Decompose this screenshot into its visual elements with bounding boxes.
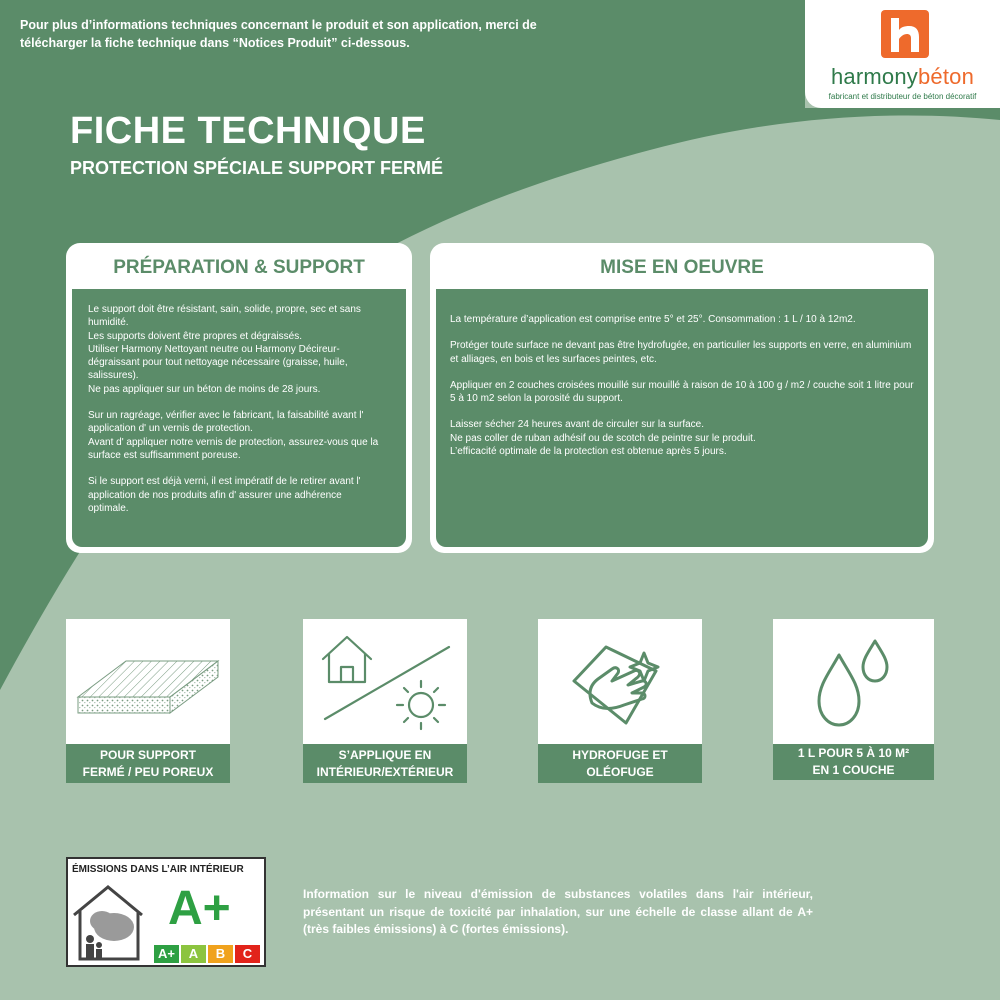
brand-tagline: fabricant et distributeur de béton décoratif [828,92,977,101]
emission-title: ÉMISSIONS DANS L’AIR INTÉRIEUR [72,864,244,875]
logo-h-icon [881,10,929,58]
application-body [436,289,928,547]
brand-logo [805,0,1000,108]
house-cloud-icon [68,879,156,963]
emission-label [66,857,266,967]
brand-name-part2: béton [917,64,975,89]
brand-name [805,64,1000,90]
grade-b: B [208,945,233,963]
application-paragraph: Protéger toute surface ne devant pas être hydrofugée, en particulier les supports en verre, en aluminium et alliages, en bois et les surfaces peintes, etc. [450,340,912,365]
preparation-heading: PRÉPARATION & SUPPORT [113,257,365,278]
grade-a: A [181,945,206,963]
concrete-slab-icon [66,619,230,744]
preparation-paragraph: Si le support est déjà verni, il est impératif de le retirer avant l' application de nos produits afin d' assurer une adhérence optimale. [88,476,361,514]
emission-info: Information sur le niveau d'émission de substances volatiles dans l'air intérieur, présentant un risque de toxicité par inhalation, sur une échelle de classe allant de A+ (très faibles émissions) à C (fortes émissions). [303,887,813,936]
page-subtitle: PROTECTION SPÉCIALE SUPPORT FERMÉ [70,158,444,178]
emission-rating: A+ [168,882,231,935]
application-paragraph: Appliquer en 2 couches croisées mouillé sur mouillé à raison de 10 à 100 g / m2 / couche soit 1 litre pour 5 à 10 m2 selon la porosité du support. [450,379,914,405]
preparation-panel [66,243,412,553]
preparation-body [72,289,406,547]
application-panel [430,243,934,553]
water-drops-icon [773,619,934,744]
page-title: FICHE TECHNIQUE [70,110,426,152]
feature-indoor-outdoor [303,619,467,783]
feature-label: S’APPLIQUE EN INTÉRIEUR/EXTÉRIEUR [303,744,467,783]
grade-a-plus: A+ [154,945,179,963]
feature-label: HYDROFUGE ET OLÉOFUGE [538,744,702,783]
grade-c: C [235,945,260,963]
house-sun-icon [303,619,467,744]
feature-label: 1 L POUR 5 À 10 M² EN 1 COUCHE [773,744,934,780]
application-heading: MISE EN OEUVRE [600,257,764,278]
preparation-paragraph: Sur un ragréage, vérifier avec le fabricant, la faisabilité avant l' application d' un vernis de protection. Avant d' appliquer notre vernis de protection, assurez-vous que la surface est suffisamment poreuse. [88,410,379,461]
application-paragraph: La température d’application est comprise entre 5° et 25°. Consommation : 1 L / 10 à 12m2. [450,314,856,325]
brand-name-part1: harmony [830,64,918,89]
download-notice: Pour plus d’informations techniques concernant le produit et son application, merci de télécharger la fiche technique dans “Notices Produit” ci-dessous. [20,18,537,50]
feature-water-oil-repellent [538,619,702,783]
hand-cloth-sparkle-icon [538,619,702,744]
preparation-paragraph: Le support doit être résistant, sain, solide, propre, sec et sans humidité. Les supports doivent être propres et dégraissés. Utiliser Harmony Nettoyant neutre ou Harmony Décireur-dégraissant pour tout nettoyage nécessaire (graisse, huile, salissures). Ne pas appliquer sur un béton de moins de 28 jours. [88,304,361,395]
feature-label: POUR SUPPORT FERMÉ / PEU POREUX [66,744,230,783]
application-paragraph: Laisser sécher 24 heures avant de circuler sur la surface. Ne pas coller de ruban adhésif ou de scotch de peintre sur le produit. L’efficacité optimale de la protection est obtenue après 5 jours. [450,419,756,458]
feature-coverage [773,619,934,780]
feature-closed-support [66,619,230,783]
